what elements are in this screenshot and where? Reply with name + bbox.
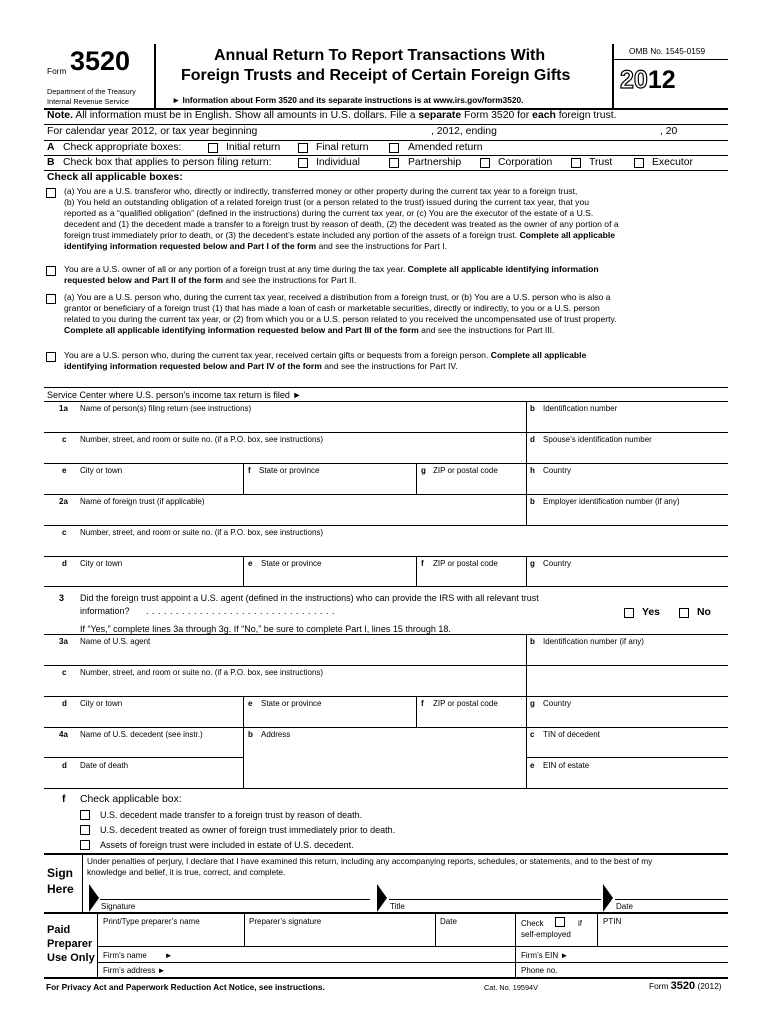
line-1c-letter: c — [62, 435, 67, 444]
perjury-text: Under penalties of perjury, I declare that I have examined this return, including any accompanying reports, schedules, or statements, and to the best of my — [87, 856, 653, 866]
line-4a-label: Name of U.S. decedent (see instr.) — [80, 730, 203, 739]
line-4d-label: Date of death — [80, 761, 129, 770]
line-3b-letter: b — [530, 637, 535, 646]
line-4c-label: TIN of decedent — [543, 730, 600, 739]
line-2b-label: Employer identification number (if any) — [543, 497, 680, 506]
ptin-input[interactable] — [603, 928, 726, 944]
line-3c-letter: c — [62, 668, 67, 677]
agent-id-input[interactable] — [530, 647, 726, 663]
line-1e-letter: e — [62, 466, 67, 475]
line-b-label: Check box that applies to person filing return: — [63, 157, 272, 168]
line-3e-label: State or province — [261, 699, 322, 708]
firm-name-label: Firm’s name ► — [103, 951, 173, 960]
calendar-ending-label: , 2012, ending — [431, 126, 497, 137]
treated-owner-label: U.S. decedent treated as owner of foreign trust immediately prior to death. — [100, 825, 396, 835]
form-title-line2: Foreign Trusts and Receipt of Certain Foreign Gifts — [181, 67, 571, 84]
here-title: Here — [47, 882, 74, 896]
line-1f-letter: f — [248, 466, 251, 475]
trust-checkbox[interactable] — [571, 158, 581, 168]
part3-text: (a) You are a U.S. person who, during the current tax year, received a distribution from a foreign trust, or (b) You are a U.S. person who is also a grantor or beneficiary of a foreign trust (1) that has made a loan of cash or marketable securities, directly or indirectly, to you or a U.S. person related to you during the current tax year, or (2) from which you or a U.S. person related to you received the uncompensated use of trust property. Complete all applicable identifying information requested below and Part III of the form and see the instructions for Part III. — [64, 292, 617, 336]
line-3g-letter: g — [530, 699, 535, 708]
line-3a-number: 3a — [59, 637, 68, 646]
line-3f-letter: f — [421, 699, 424, 708]
calendar-year-label: For calendar year 2012, or tax year beginning — [47, 126, 258, 137]
service-center-label: Service Center where U.S. person’s income tax return is filed ► — [47, 390, 302, 400]
corporation-checkbox[interactable] — [480, 158, 490, 168]
estate-ein-input[interactable] — [530, 771, 726, 787]
service-center-input[interactable] — [340, 389, 726, 401]
agent-zip-input[interactable] — [421, 709, 523, 725]
line-2e-letter: e — [248, 559, 253, 568]
trust-city-input[interactable] — [80, 569, 240, 585]
ptin-label: PTIN — [603, 917, 622, 926]
line-2c-letter: c — [62, 528, 67, 537]
trust-name-input[interactable] — [80, 507, 520, 523]
form-number: 3520 — [70, 46, 131, 76]
line-2f-letter: f — [421, 559, 424, 568]
firm-ein-input[interactable] — [585, 948, 726, 961]
part2-text: You are a U.S. owner of all or any portion of a foreign trust at any time during the tax year. Complete all applicable identifying information requested below and Part II of the form and see the instructions for Part II. — [64, 264, 599, 286]
title-label: Title — [390, 902, 405, 911]
firm-name-input[interactable] — [185, 948, 510, 961]
line-1g-letter: g — [421, 466, 426, 475]
firm-address-input[interactable] — [180, 964, 510, 977]
note-line: Note. All information must be in English. Show all amounts in U.S. dollars. File a separate Form 3520 for each foreign trust. — [47, 110, 617, 121]
line-1h-letter: h — [530, 466, 535, 475]
footer-form-id: Form 3520 (2012) — [649, 980, 722, 992]
agent-city-input[interactable] — [80, 709, 240, 725]
individual-checkbox[interactable] — [298, 158, 308, 168]
preparer-signature-input[interactable] — [249, 928, 431, 944]
line-1f-label: State or province — [259, 466, 320, 475]
paid-title: Paid — [47, 924, 71, 936]
line-1b-label: Identification number — [543, 404, 618, 413]
agent-no-label: No — [697, 607, 711, 618]
if-label: if — [578, 919, 582, 928]
agent-street-input[interactable] — [80, 678, 520, 694]
form-title-line1: Annual Return To Report Transactions With — [214, 47, 546, 64]
self-employed-checkbox[interactable] — [555, 917, 565, 927]
sign-title: Sign — [47, 866, 73, 880]
signature-input[interactable] — [100, 884, 370, 900]
preparer-signature-label: Preparer’s signature — [249, 917, 322, 926]
line-2b-letter: b — [530, 497, 535, 506]
privacy-notice: For Privacy Act and Paperwork Reduction Act Notice, see instructions. — [46, 982, 325, 992]
line-2a-number: 2a — [59, 497, 68, 506]
partnership-label: Partnership — [408, 157, 462, 168]
final-return-checkbox[interactable] — [298, 143, 308, 153]
line-2g-letter: g — [530, 559, 535, 568]
signature-label: Signature — [101, 902, 136, 911]
line-4b-letter: b — [248, 730, 253, 739]
preparer-title: Preparer — [47, 938, 93, 950]
trust-ein-input[interactable] — [530, 507, 726, 523]
tax-year-begin-input[interactable] — [280, 126, 430, 139]
line-2g-label: Country — [543, 559, 572, 568]
tax-year-end-input[interactable] — [510, 126, 660, 139]
sign-date-label: Date — [616, 902, 633, 911]
filer-country-input[interactable] — [530, 476, 726, 492]
line-1b-letter: b — [530, 404, 535, 413]
line-4e-letter: e — [530, 761, 535, 770]
filer-name-input[interactable] — [80, 414, 520, 430]
spouse-id-input[interactable] — [530, 445, 726, 461]
assets-in-estate-checkbox[interactable] — [80, 840, 90, 850]
decedent-name-input[interactable] — [80, 740, 240, 756]
agent-yes-label: Yes — [642, 607, 660, 618]
check-all-heading: Check all applicable boxes: — [47, 172, 183, 183]
line-a-letter: A — [47, 142, 55, 153]
date-of-death-input[interactable] — [80, 771, 240, 787]
filer-street-input[interactable] — [80, 445, 520, 461]
line-1a-number: 1a — [59, 404, 68, 413]
line-3a-label: Name of U.S. agent — [80, 637, 151, 646]
sign-date-input[interactable] — [615, 884, 726, 900]
form-label: Form — [47, 66, 67, 76]
trust-label: Trust — [589, 157, 613, 168]
filer-zip-input[interactable] — [421, 476, 523, 492]
corporation-label: Corporation — [498, 157, 553, 168]
line-4c-letter: c — [530, 730, 535, 739]
trust-country-input[interactable] — [530, 569, 726, 585]
preparer-date-label: Date — [440, 917, 457, 926]
catalog-number: Cat. No. 19594V — [484, 983, 538, 992]
trust-street-input[interactable] — [80, 538, 726, 554]
phone-input[interactable] — [565, 964, 726, 977]
phone-label: Phone no. — [521, 966, 558, 975]
line-4f-letter: f — [62, 794, 66, 805]
agent-state-input[interactable] — [248, 709, 412, 725]
line-1d-label: Spouse’s identification number — [543, 435, 652, 444]
omb-number: OMB No. 1545-0159 — [629, 46, 706, 56]
line-4b-label: Address — [261, 730, 291, 739]
agent-no-checkbox[interactable] — [679, 608, 689, 618]
line-1c-label: Number, street, and room or suite no. (if a P.O. box, see instructions) — [80, 435, 324, 444]
line-1a-label: Name of person(s) filing return (see instructions) — [80, 404, 252, 413]
final-return-label: Final return — [316, 142, 369, 153]
line-3d-label: City or town — [80, 699, 123, 708]
signer-title-input[interactable] — [389, 884, 601, 900]
transfer-by-death-label: U.S. decedent made transfer to a foreign trust by reason of death. — [100, 810, 363, 820]
firm-ein-label: Firm’s EIN ► — [521, 951, 569, 960]
date-arrow-icon — [603, 884, 613, 912]
line-4a-number: 4a — [59, 730, 68, 739]
info-line: ► Information about Form 3520 and its separate instructions is at www.irs.gov/form3520. — [172, 95, 524, 105]
part3-checkbox[interactable] — [46, 294, 56, 304]
decedent-tin-input[interactable] — [530, 740, 726, 756]
title-arrow-icon — [377, 884, 387, 912]
agent-name-input[interactable] — [80, 647, 520, 663]
line-1e-label: City or town — [80, 466, 123, 475]
line-1h-label: Country — [543, 466, 572, 475]
individual-label: Individual — [316, 157, 360, 168]
check-label: Check — [521, 919, 544, 928]
agent-country-input[interactable] — [530, 709, 726, 725]
preparer-name-label: Print/Type preparer’s name — [103, 917, 200, 926]
part1-checkbox[interactable] — [46, 188, 56, 198]
tax-year: 2012 — [620, 66, 676, 94]
part2-checkbox[interactable] — [46, 266, 56, 276]
line-3g-label: Country — [543, 699, 572, 708]
initial-return-label: Initial return — [226, 142, 281, 153]
line-3c-label: Number, street, and room or suite no. (if a P.O. box, see instructions) — [80, 668, 324, 677]
line-b-letter: B — [47, 157, 55, 168]
part1-text: (a) You are a U.S. transferor who, directly or indirectly, transferred money or other property during the current tax year to a foreign trust, (b) You held an outstanding obligation of a related foreign trust (or a person related to the trust) issued during the current tax year, that you reported as a “qualified obligation” (defined in the instructions) during the current tax year, or (c) You are the executor of the estate of a U.S. decedent and (1) the decedent made a transfer to a foreign trust by reason of death, (2) the decedent was treated as the owner of any portion of a foreign trust immediately prior to death, or (3) the decedent’s estate included any portion of the assets of a foreign trust. Complete all applicable identifying information requested below and Part I of the form and see the instructions for Part I. — [64, 186, 619, 252]
decedent-address-input[interactable] — [248, 740, 523, 786]
line-2d-letter: d — [62, 559, 67, 568]
line-2a-label: Name of foreign trust (if applicable) — [80, 497, 205, 506]
line-3f-label: ZIP or postal code — [433, 699, 498, 708]
line-3e-letter: e — [248, 699, 253, 708]
transfer-by-death-checkbox[interactable] — [80, 810, 90, 820]
assets-in-estate-label: Assets of foreign trust were included in estate of U.S. decedent. — [100, 840, 354, 850]
line-4f-label: Check applicable box: — [80, 794, 182, 805]
line-3-dots: . . . . . . . . . . . . . . . . . . . . . . . . . . . . . . . . — [146, 606, 336, 616]
line-3-question-cont: information? — [80, 606, 130, 616]
line-3-note: If “Yes,” complete lines 3a through 3g. If “No,” be sure to complete Part I, lines 15 through 18. — [80, 624, 451, 634]
part4-text: You are a U.S. person who, during the current tax year, received certain gifts or bequests from a foreign person. Complete all applicable identifying information requested below and Part IV of the form and see the instructions for Part IV. — [64, 350, 587, 372]
initial-return-checkbox[interactable] — [208, 143, 218, 153]
filer-city-input[interactable] — [80, 476, 240, 492]
filer-id-input[interactable] — [530, 414, 726, 430]
line-3-number: 3 — [59, 593, 65, 603]
signature-arrow-icon — [89, 884, 99, 912]
trust-state-input[interactable] — [248, 569, 412, 585]
preparer-name-input[interactable] — [103, 928, 241, 944]
line-3-question: Did the foreign trust appoint a U.S. agent (defined in the instructions) who can provide the IRS with all relevant trust — [80, 593, 539, 603]
filer-state-input[interactable] — [248, 476, 412, 492]
line-1d-letter: d — [530, 435, 535, 444]
partnership-checkbox[interactable] — [389, 158, 399, 168]
line-3b-label: Identification number (if any) — [543, 637, 644, 646]
preparer-date-input[interactable] — [440, 928, 512, 944]
line-1g-label: ZIP or postal code — [433, 466, 498, 475]
treated-owner-checkbox[interactable] — [80, 825, 90, 835]
part4-checkbox[interactable] — [46, 352, 56, 362]
perjury-text-cont: knowledge and belief, it is true, correct, and complete. — [87, 867, 286, 877]
amended-return-label: Amended return — [408, 142, 483, 153]
agent-yes-checkbox[interactable] — [624, 608, 634, 618]
line-2c-label: Number, street, and room or suite no. (if a P.O. box, see instructions) — [80, 528, 324, 537]
dept-treasury: Department of the Treasury — [47, 87, 136, 96]
line-3d-letter: d — [62, 699, 67, 708]
line-4e-label: EIN of estate — [543, 761, 590, 770]
amended-return-checkbox[interactable] — [389, 143, 399, 153]
line-a-label: Check appropriate boxes: — [63, 142, 182, 153]
line-2f-label: ZIP or postal code — [433, 559, 498, 568]
executor-label: Executor — [652, 157, 694, 168]
firm-address-label: Firm’s address ► — [103, 966, 166, 975]
line-2d-label: City or town — [80, 559, 123, 568]
self-employed-label: self-employed — [521, 930, 571, 939]
use-only-title: Use Only — [47, 952, 95, 964]
executor-checkbox[interactable] — [634, 158, 644, 168]
line-4d-letter: d — [62, 761, 67, 770]
form-header — [0, 0, 770, 110]
line-2e-label: State or province — [261, 559, 322, 568]
calendar-end-year: , 20 — [660, 126, 678, 137]
irs-label: Internal Revenue Service — [47, 97, 129, 106]
trust-zip-input[interactable] — [421, 569, 523, 585]
